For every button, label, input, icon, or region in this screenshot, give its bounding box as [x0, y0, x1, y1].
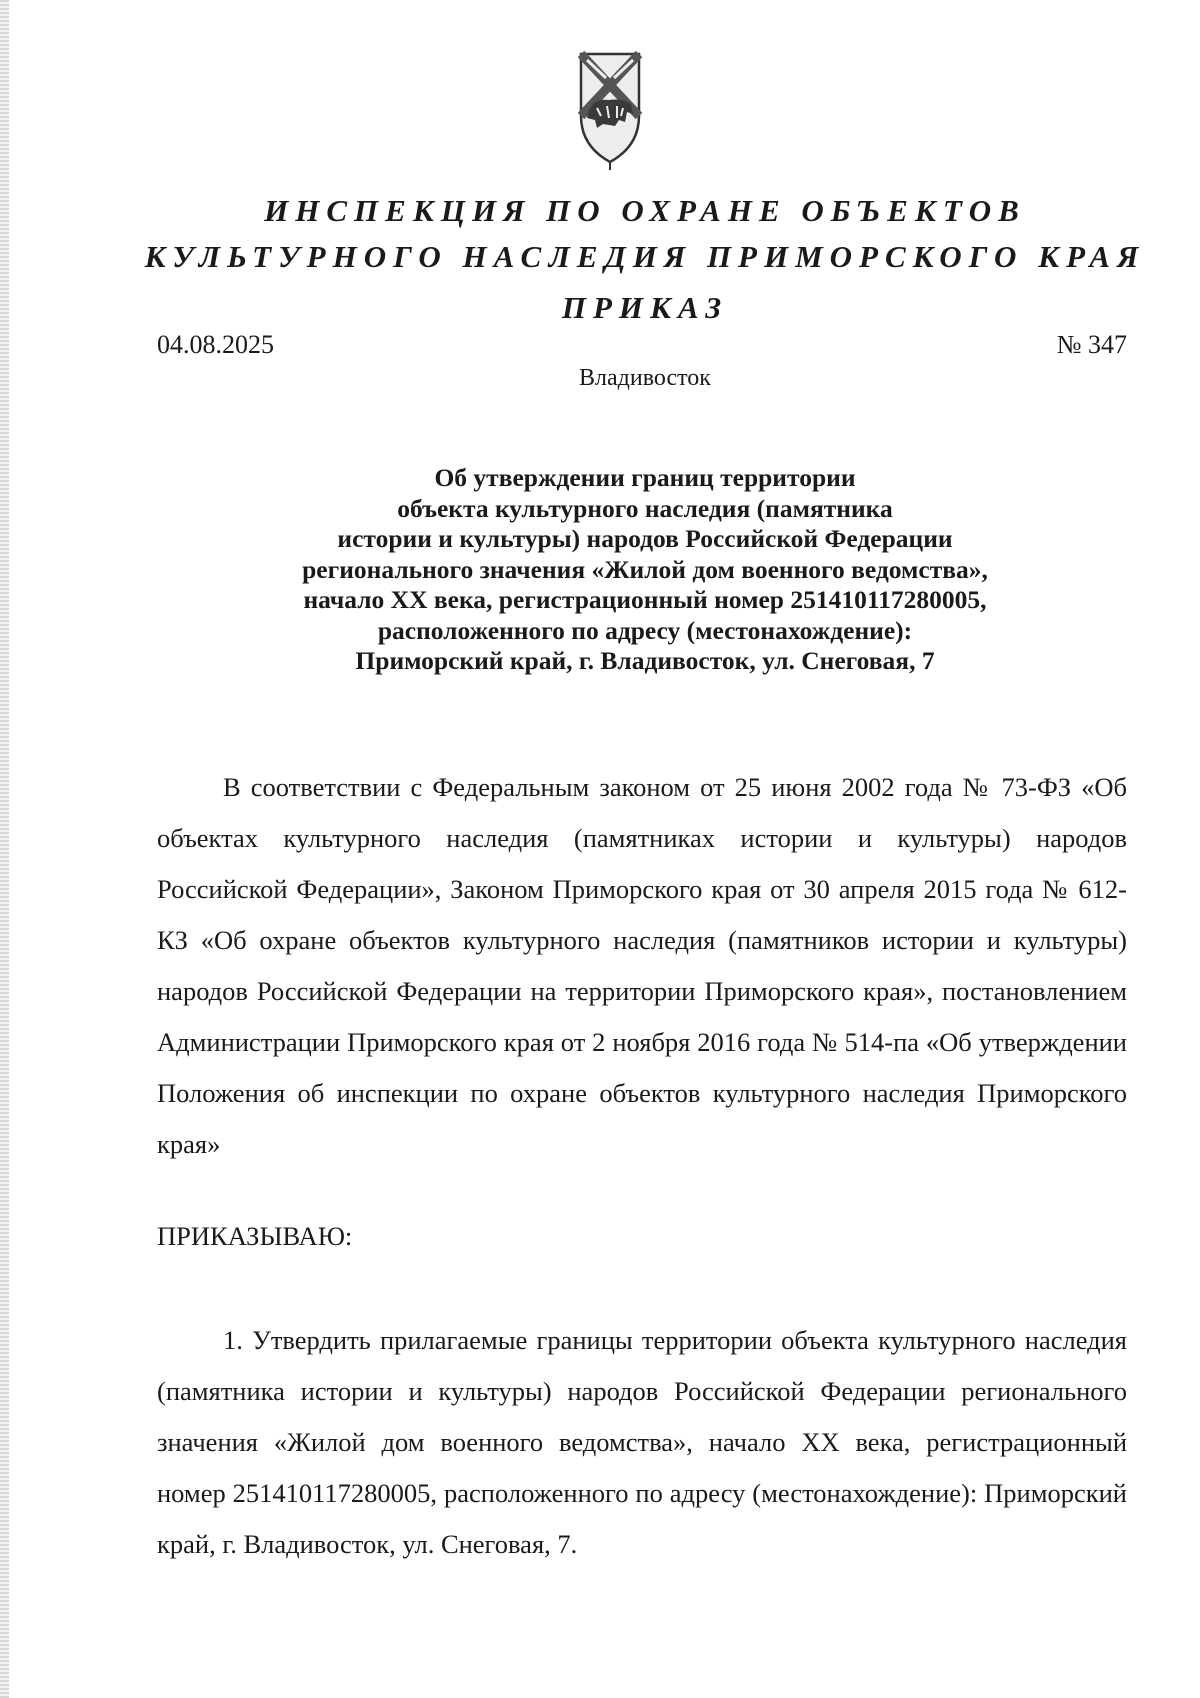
order-item-1: 1. Утвердить прилагаемые границы территории объекта культурного наследия (памятника истории и культуры) народов Российской Федерации регионального значения «Жилой дом военного ведомства», начало XX века, регистрационный номер 251410117280005, расположенного по адресу (местонахождение): Приморский край, г. Владивосток, ул. Снеговая, 7.: [157, 1325, 1127, 1559]
document-type: ПРИКАЗ: [561, 290, 729, 325]
document-number: № 347: [1056, 330, 1127, 359]
organization-name-line1: ИНСПЕКЦИЯ ПО ОХРАНЕ ОБЪЕКТОВ: [264, 193, 1026, 228]
document-city: Владивосток: [579, 365, 711, 391]
title-line: Об утверждении границ территории: [434, 463, 856, 492]
title-line: истории и культуры) народов Российской Федерации: [337, 524, 953, 553]
organization-name-line2: КУЛЬТУРНОГО НАСЛЕДИЯ ПРИМОРСКОГО КРАЯ: [144, 239, 1146, 274]
order-heading: ПРИКАЗЫВАЮ:: [157, 1221, 353, 1251]
document-date: 04.08.2025: [157, 330, 274, 359]
legal-basis-paragraph: В соответствии с Федеральным законом от 25 июня 2002 года № 73-ФЗ «Об объектах культурного наследия (памятниках истории и культуры) народов Российской Федерации», Законом Приморского края от 30 апреля 2015 года № 612-КЗ «Об охране объектов культурного наследия (памятников истории и культуры) народов Российской Федерации на территории Приморского края», постановлением Администрации Приморского края от 2 ноября 2016 года № 514-па «Об утверждении Положения об инспекции по охране объектов культурного наследия Приморского края»: [157, 772, 1127, 1159]
title-line: начало XX века, регистрационный номер 251410117280005,: [303, 585, 987, 614]
organization-name: [0, 188, 1200, 280]
title-line: регионального значения «Жилой дом военного ведомства»,: [302, 554, 988, 584]
title-line: расположенного по адресу (местонахождение):: [377, 615, 913, 645]
document-title: [0, 463, 1200, 677]
coat-of-arms-icon: [573, 50, 647, 170]
title-line: Приморский край, г. Владивосток, ул. Снеговая, 7: [355, 646, 935, 675]
title-line: объекта культурного наследия (памятника: [397, 493, 893, 523]
